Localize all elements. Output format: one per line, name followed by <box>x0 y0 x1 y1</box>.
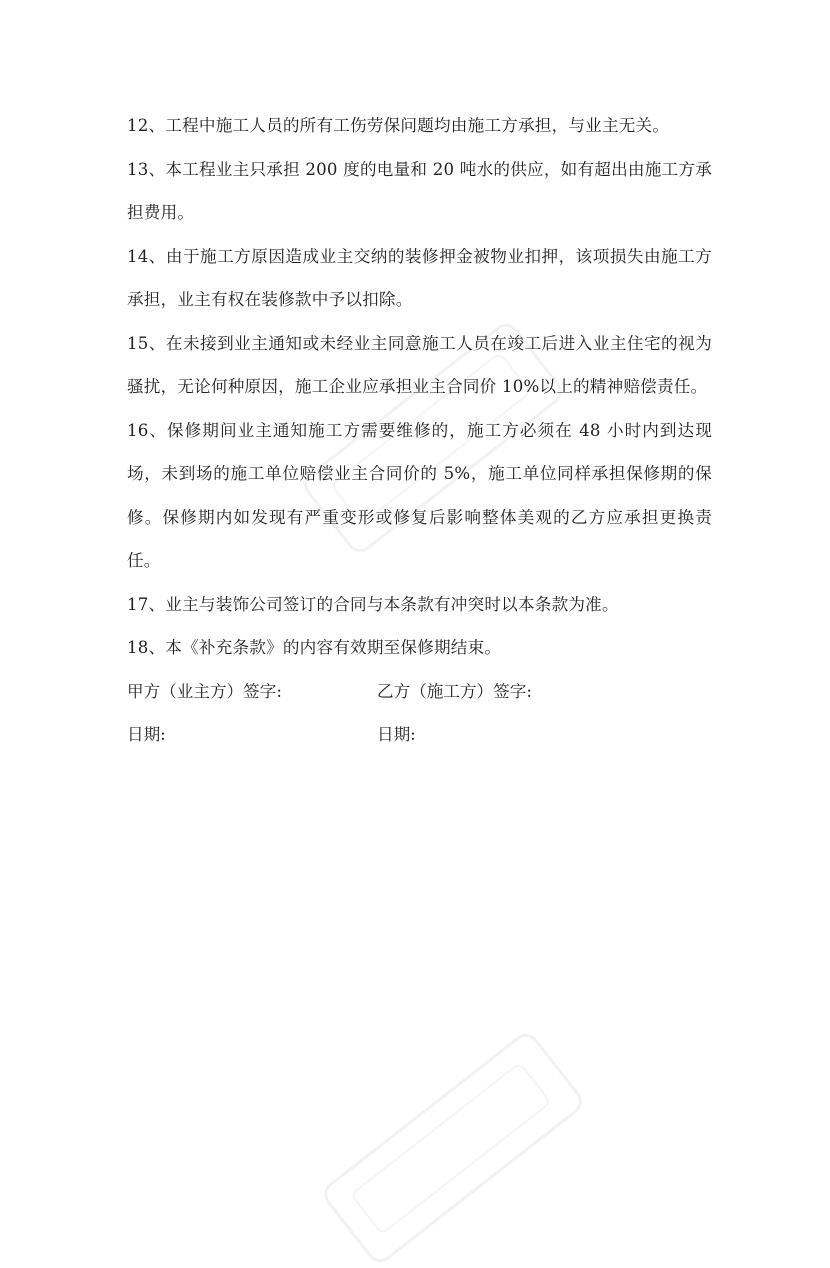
document-body <box>127 104 712 757</box>
clause-15: 15、在未接到业主通知或未经业主同意施工人员在竣工后进入业主住宅的视为骚扰，无论何种原因，施工企业应承担业主合同价 10%以上的精神赔偿责任。 <box>127 333 712 396</box>
party-b-signature-label: 乙方（施工方）签字: <box>377 681 532 701</box>
clause-12: 12、工程中施工人员的所有工伤劳保问题均由施工方承担，与业主无关。 <box>127 116 670 135</box>
watermark <box>319 1028 588 1267</box>
clause-13: 13、本工程业主只承担 200 度的电量和 20 吨水的供应，如有超出由施工方承担费用。 <box>127 159 712 222</box>
party-a-date-label: 日期: <box>127 725 166 744</box>
party-a-signature-label: 甲方（业主方）签字: <box>127 681 282 701</box>
date-row <box>127 713 712 757</box>
party-b-date-label: 日期: <box>377 725 416 744</box>
clause-16: 16、保修期间业主通知施工方需要维修的，施工方必须在 48 小时内到达现场，未到场的施工单位赔偿业主合同价的 5%，施工单位同样承担保修期的保修。保修期内如发现有严重变形或修复后影响整体美观的乙方应承担更换责任。 <box>127 420 712 570</box>
clause-17: 17、业主与装饰公司签订的合同与本条款有冲突时以本条款为准。 <box>127 594 619 614</box>
signature-row <box>127 670 712 714</box>
clause-14: 14、由于施工方原因造成业主交纳的装修押金被物业扣押，该项损失由施工方承担，业主有权在装修款中予以扣除。 <box>127 246 712 309</box>
clause-18: 18、本《补充条款》的内容有效期至保修期结束。 <box>127 638 502 657</box>
